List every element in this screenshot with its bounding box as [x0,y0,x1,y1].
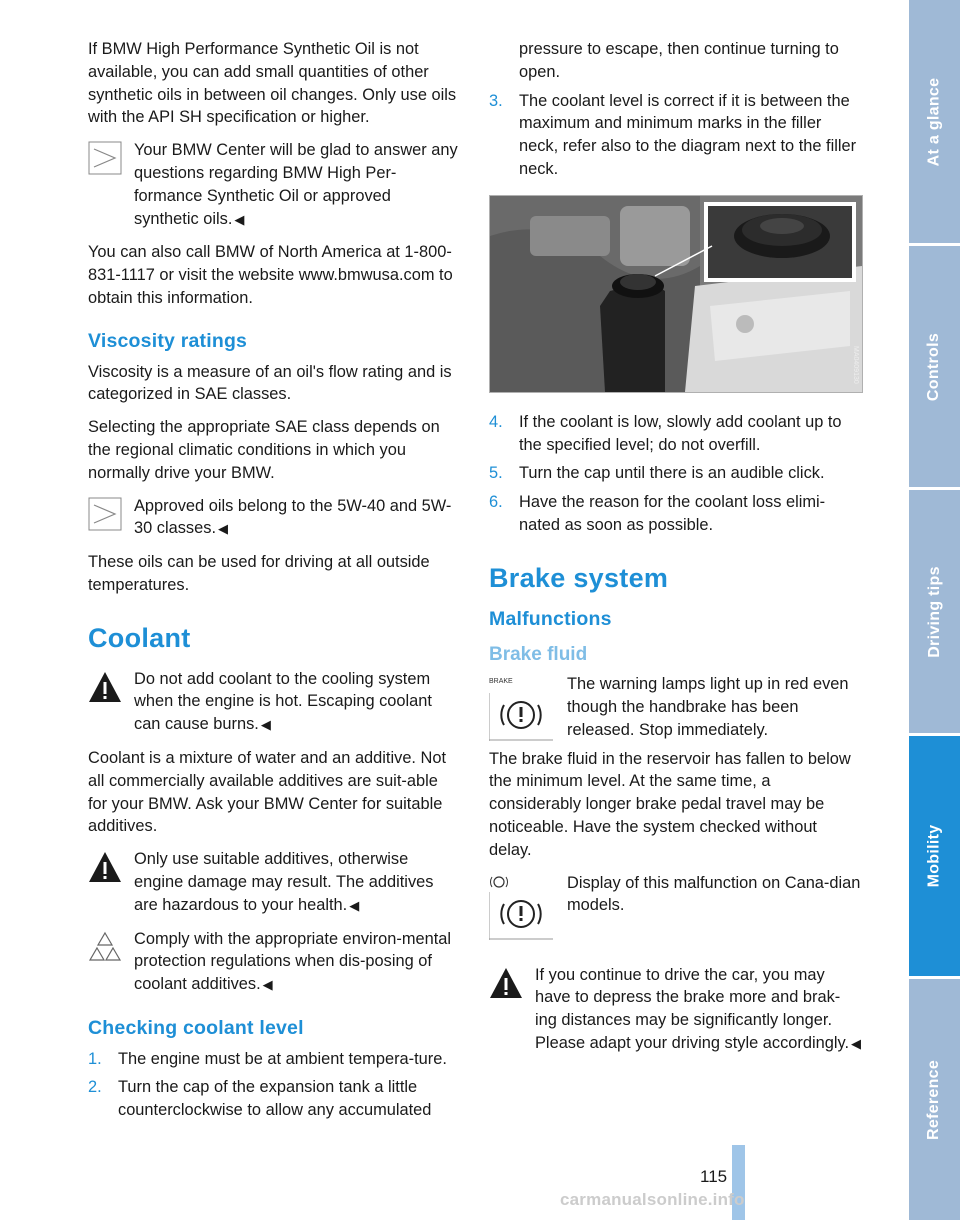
note-arrow-icon [88,141,122,175]
step-text: Have the reason for the coolant loss elimi-nated as soon as possible. [519,493,826,534]
paragraph: These oils can be used for driving at all outside temperatures. [88,553,430,594]
indicator-lamp-block [489,673,861,741]
note-block [88,495,460,542]
warning-text: Do not add coolant to the cooling system when the engine is hot. Escaping coolant can cause burns. [134,669,432,734]
step-text: The engine must be at ambient tempera-ture. [118,1049,447,1068]
warning-triangle-icon [88,850,122,884]
warning-text: If you continue to drive the car, you may have to depress the brake more and brak-ing distances may be significantly longer. Please adapt your driving style accordingly. [535,965,850,1052]
watermark: carmanualsonline.info [560,1190,745,1209]
end-mark-icon: ◀ [234,211,245,227]
tab-label: Driving tips [925,565,943,658]
end-mark-icon: ◀ [851,1035,862,1051]
end-mark-icon: ◀ [349,897,360,913]
warning-triangle-icon [489,966,523,1000]
note-block [88,139,460,231]
environment-note-block [88,928,460,997]
list-item [489,90,861,181]
tab-label: Reference [925,1059,943,1140]
page-number: 115 [700,1167,728,1186]
warning-block [88,668,460,737]
warning-block [88,848,460,917]
section-heading: Checking coolant level [88,1016,304,1039]
step-number: 3. [489,91,503,110]
step-number: 4. [489,412,503,431]
paragraph: Selecting the appropriate SAE class depends on the regional climatic conditions in which you normally drive your BMW. [88,418,440,482]
warning-text: Only use suitable additives, otherwise engine damage may result. The additives are hazardous to your health. [134,850,434,914]
note-text: Your BMW Center will be glad to answer any questions regarding BMW High Per-formance Synthetic Oil or approved synthetic oils. [134,141,458,228]
list-item [489,491,861,537]
section-heading: Viscosity ratings [88,329,248,352]
end-mark-icon: ◀ [218,521,228,537]
tab-label: At a glance [925,77,943,166]
lamp-text: The warning lamps light up in red even though the handbrake has been released. Stop immediately. [567,675,849,739]
photo-code: MA0409130 [852,345,859,384]
step-text: If the coolant is low, slowly add coolant up to the specified level; do not overfill. [519,412,842,454]
note-arrow-icon [88,497,122,531]
tab-driving-tips[interactable] [909,490,960,733]
tab-mobility[interactable] [909,736,960,976]
step-number: 6. [489,493,503,512]
list-item [88,1076,460,1122]
tab-at-a-glance[interactable] [909,0,960,243]
list-item [88,1048,460,1071]
step-text: The coolant level is correct if it is between the maximum and minimum marks in the filler neck, refer also to the diagram next to the filler neck. [519,91,857,178]
end-mark-icon: ◀ [262,977,273,993]
lamp-text: Display of this malfunction on Cana-dian models. [567,873,861,915]
chapter-heading: Brake system [489,562,669,593]
paragraph: You can also call BMW of North America at 1-800-831-1117 or visit the website www.bmwusa.com to obtain this information. [88,243,453,307]
warning-block [489,964,861,1056]
recycle-icon [88,930,122,964]
indicator-lamp-block [489,872,861,938]
note-text: Approved oils belong to the 5W-40 and 5W-30 classes. [134,496,452,538]
tab-reference[interactable] [909,979,960,1220]
tab-label: Mobility [925,824,943,888]
step-list [489,411,861,537]
left-column [88,38,460,1130]
step-number: 1. [88,1049,102,1068]
step-continuation: pressure to escape, then continue turning to open. [519,40,839,81]
right-column [489,38,861,1066]
step-list [489,90,861,181]
step-number: 2. [88,1078,102,1097]
warning-triangle-icon [88,670,122,704]
paragraph: The brake fluid in the reservoir has fallen to below the minimum level. At the same time, a considerably longer brake pedal travel may be noticeable. Have the system checked without delay. [489,749,851,859]
engine-bay-photo [489,195,863,393]
step-text: Turn the cap of the expansion tank a little counterclockwise to allow any accumulated [118,1078,432,1120]
end-mark-icon: ◀ [260,717,271,733]
step-list [88,1048,460,1122]
tab-label: Controls [925,332,943,401]
chapter-heading: Coolant [88,622,191,653]
tab-controls[interactable] [909,246,960,487]
brake-warning-lamp-icon [489,673,553,741]
chapter-sidebar [909,0,960,1220]
list-item [489,462,861,485]
paragraph: Coolant is a mixture of water and an additive. Not all commercially available additives are suit-able for your BMW. Ask your BMW Center for suitable additives. [88,748,447,836]
section-heading: Malfunctions [489,607,612,630]
engine-bay-illustration [490,196,862,392]
list-item [489,411,861,457]
paragraph: Viscosity is a measure of an oil's flow rating and is categorized in SAE classes. [88,362,452,404]
step-number: 5. [489,464,503,483]
subsection-heading: Brake fluid [489,644,588,666]
environment-text: Comply with the appropriate environ-mental protection regulations when dis-posing of coolant additives. [134,929,452,994]
paragraph: If BMW High Performance Synthetic Oil is not available, you can add small quantities of other synthetic oils in between oil changes. Only use oils with the API SH specification or higher. [88,40,457,127]
step-text: Turn the cap until there is an audible click. [519,464,825,483]
brake-warning-lamp-canada-icon [489,872,553,940]
lamp-label: BRAKE [489,678,513,686]
